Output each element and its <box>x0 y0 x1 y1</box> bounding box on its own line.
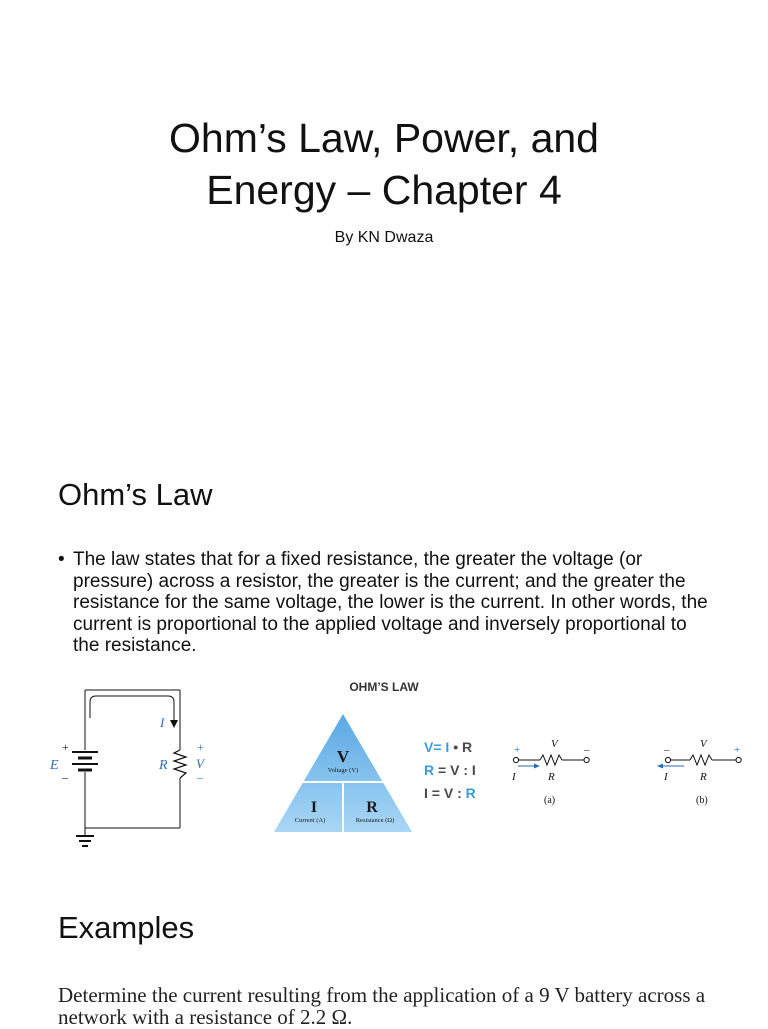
diagram-a-r: R <box>548 771 555 783</box>
label-r: R <box>159 758 168 773</box>
triangle-r: R <box>366 799 378 816</box>
eq-v: V <box>450 762 460 778</box>
title-line-1: Ohm’s Law, Power, and <box>169 115 599 161</box>
label-v: V <box>196 756 204 771</box>
current-arrow-icon <box>170 720 178 728</box>
bullet-point <box>58 549 718 657</box>
eq-v: V <box>443 785 454 801</box>
eq-dot: • <box>453 739 459 755</box>
ohms-law-title: OHM’S LAW <box>349 680 419 694</box>
slide-title <box>0 112 768 216</box>
eq-r: R <box>461 739 473 755</box>
triangle-v-caption: Voltage (V) <box>327 767 359 774</box>
diagram-b-v: V <box>700 738 707 750</box>
diagram-b-r: R <box>700 771 707 783</box>
diagram-b-caption: (b) <box>696 795 708 806</box>
triangle-r-caption: Resistance (Ω) <box>355 817 395 824</box>
resistor-b-icon <box>690 755 712 765</box>
triangle-v: V <box>336 747 350 766</box>
equation-i <box>424 782 476 805</box>
resistor-icon <box>174 750 186 778</box>
example-text: Determine the current resulting from the application of a 9 V battery across a network with a resistance of 2.2 Ω. <box>58 983 706 1029</box>
eq-v: V= <box>424 739 442 755</box>
circuit-diagram <box>40 680 220 850</box>
diagram-a-i: I <box>512 771 516 783</box>
equation-v <box>424 736 476 759</box>
title-line-2: Energy – Chapter 4 <box>206 167 562 213</box>
eq-colon: : <box>457 785 462 801</box>
diagram-a-caption: (a) <box>544 795 556 806</box>
resistor-a-icon <box>540 755 562 765</box>
eq-i: I <box>445 739 450 755</box>
battery-icon <box>72 752 98 770</box>
current-right-arrow-icon <box>534 764 540 769</box>
eq-equals: = <box>431 785 440 801</box>
slide-author: By KN Dwaza <box>334 229 434 246</box>
bullet-marker: • <box>58 549 65 570</box>
label-e: E <box>50 758 59 773</box>
diagram-a-v: V <box>551 738 558 750</box>
eq-i: I <box>471 762 476 778</box>
battery-plus: + <box>62 740 69 754</box>
eq-r: R <box>424 762 435 778</box>
voltage-minus: – <box>197 770 203 784</box>
resistor-diagram-a <box>504 735 608 807</box>
eq-equals: = <box>438 762 447 778</box>
section-heading-examples: Examples <box>58 910 195 945</box>
eq-colon: : <box>463 762 468 778</box>
diagram-a-plus: + <box>514 744 521 756</box>
ground-icon <box>76 828 94 846</box>
voltage-plus: + <box>197 740 204 754</box>
battery-minus: – <box>62 770 68 784</box>
label-i: I <box>160 715 165 730</box>
resistor-diagram-b <box>650 735 758 807</box>
ohms-law-triangle <box>272 712 414 834</box>
equation-r <box>424 759 476 782</box>
diagram-b-minus: – <box>664 744 670 756</box>
diagram-b-i: I <box>664 771 668 783</box>
section-heading-ohms-law: Ohm’s Law <box>58 477 213 512</box>
triangle-i: I <box>310 799 318 816</box>
eq-i: I <box>424 785 428 801</box>
diagram-b-plus: + <box>734 744 741 756</box>
diagram-a-minus: – <box>584 744 590 756</box>
eq-r: R <box>465 785 476 801</box>
current-left-arrow-icon <box>657 764 663 769</box>
ohms-law-equations <box>424 736 476 805</box>
triangle-i-caption: Current (A) <box>294 817 326 824</box>
bullet-text: The law states that for a fixed resistance, the greater the voltage (or pressure) across a resistor, the greater is the current; and the greater the resistance for the same voltage, the lower is the current. In other words, the current is proportional to the applied voltage and inversely proportional to the resistance. <box>73 549 708 656</box>
